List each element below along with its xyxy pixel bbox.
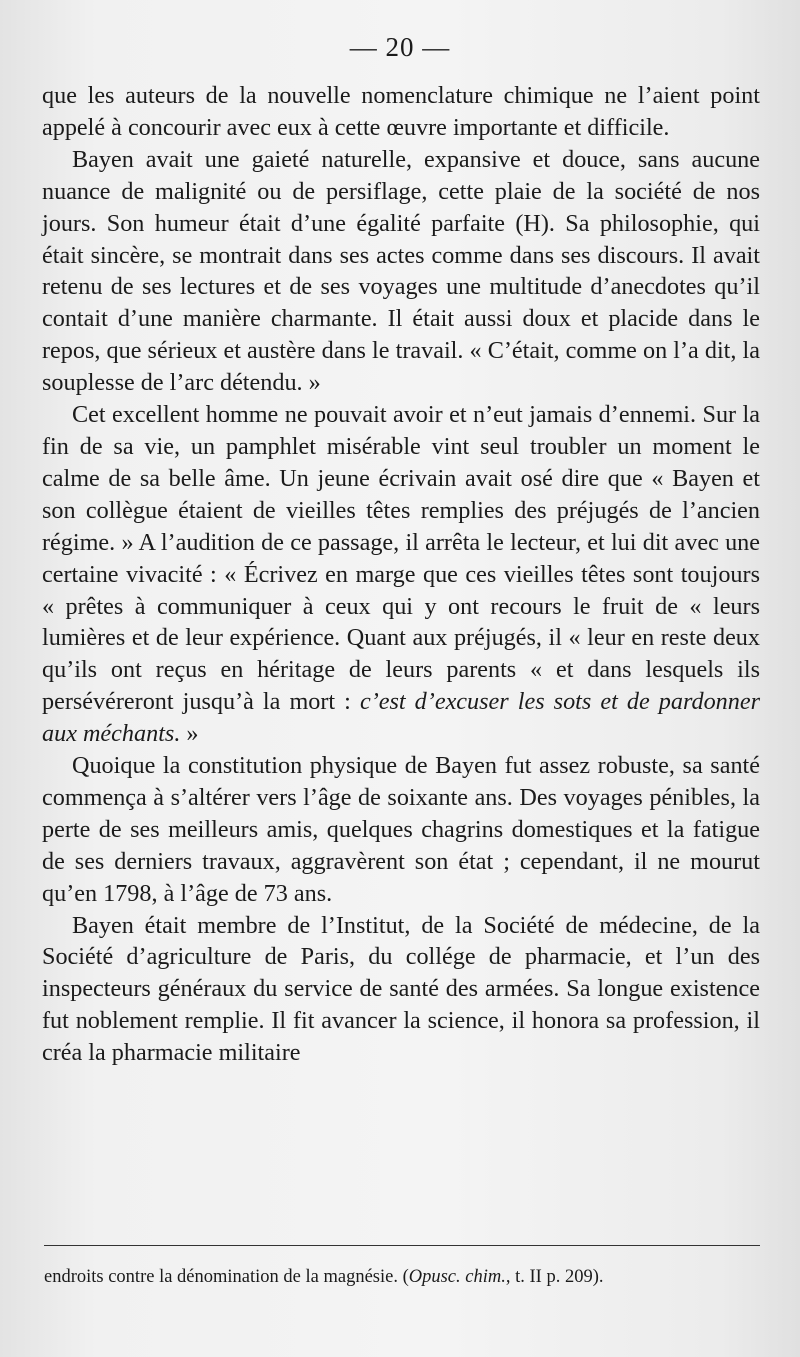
paragraph-2-text: Bayen avait une gaieté naturelle, expansive et douce, sans aucune nuance de malignité ou de persiflage, cette plaie de la société de nos jours. Son humeur était d’une égalité parfaite (H). Sa philosophie, qui était sincère, se montrait dans ses actes comme dans ses discours. Il avait retenu de ses lectures et de ses voyages une multitude d’anecdotes qu’il contait d’une manière charmante. Il était aussi doux et placide dans le repos, que sérieux et austère dans le travail. « C’était, comme on l’a dit, la souplesse de l’arc détendu. » <box>42 145 760 397</box>
paragraph-3 <box>42 399 760 750</box>
paragraph-5-text: Bayen était membre de l’Institut, de la Société de médecine, de la Société d’agriculture de Paris, du collége de pharmacie, et l’un des inspecteurs généraux du service de santé des armées. Sa longue existence fut noblement remplie. Il fit avancer la science, il honora sa profession, il créa la pharmacie militaire <box>42 911 760 1067</box>
footnote-text-end: , t. II p. 209). <box>505 1267 604 1287</box>
paragraph-3-italic-quote: c’est d’excuser les sots et de pardonner aux méchants. <box>42 688 760 748</box>
paragraph-4 <box>42 750 760 910</box>
footnote-source-title: Opusc. chim. <box>408 1267 506 1287</box>
paragraph-5 <box>42 910 760 1070</box>
footnote-divider <box>44 1245 760 1246</box>
footnote-text-start: endroits contre la dénomination de la magnésie. ( <box>44 1267 409 1287</box>
footnote <box>44 1264 760 1290</box>
paragraph-3-text: Cet excellent homme ne pouvait avoir et n’eut jamais d’ennemi. Sur la fin de sa vie, un pamphlet misérable vint seul troubler un moment le calme de sa belle âme. Un jeune écrivain avait osé dire que « Bayen et son collègue étaient de vieilles têtes remplies des préjugés de l’ancien régime. » A l’audition de ce passage, il arrêta le lecteur, et lui dit avec une certaine vivacité : « Écrivez en marge que ces vieilles têtes sont toujours « prêtes à communiquer à ceux qui y ont recours le fruit de « leurs lumières et de leur expérience. Quant aux préjugés, il « leur en reste deux qu’ils ont reçus en héritage de leurs parents « et dans lesquels ils persévéreront jusqu’à la mort : <box>42 401 760 716</box>
body-text <box>42 80 760 1069</box>
paragraph-1-text: que les auteurs de la nouvelle nomenclature chimique ne l’aient point appelé à concourir avec eux à cette œuvre importante et difficile. <box>42 82 760 141</box>
paragraph-2 <box>42 144 760 399</box>
paragraph-3-closing: » <box>180 720 199 748</box>
paragraph-1 <box>42 80 760 144</box>
footnote-text <box>44 1264 760 1290</box>
page-number: — 20 — <box>349 32 451 62</box>
paragraph-4-text: Quoique la constitution physique de Bayen fut assez robuste, sa santé commença à s’altérer vers l’âge de soixante ans. Des voyages pénibles, la perte de ses meilleurs amis, quelques chagrins domestiques et la fatigue de ses derniers travaux, aggravèrent son état ; cependant, il ne mourut qu’en 1798, à l’âge de 73 ans. <box>42 752 760 907</box>
